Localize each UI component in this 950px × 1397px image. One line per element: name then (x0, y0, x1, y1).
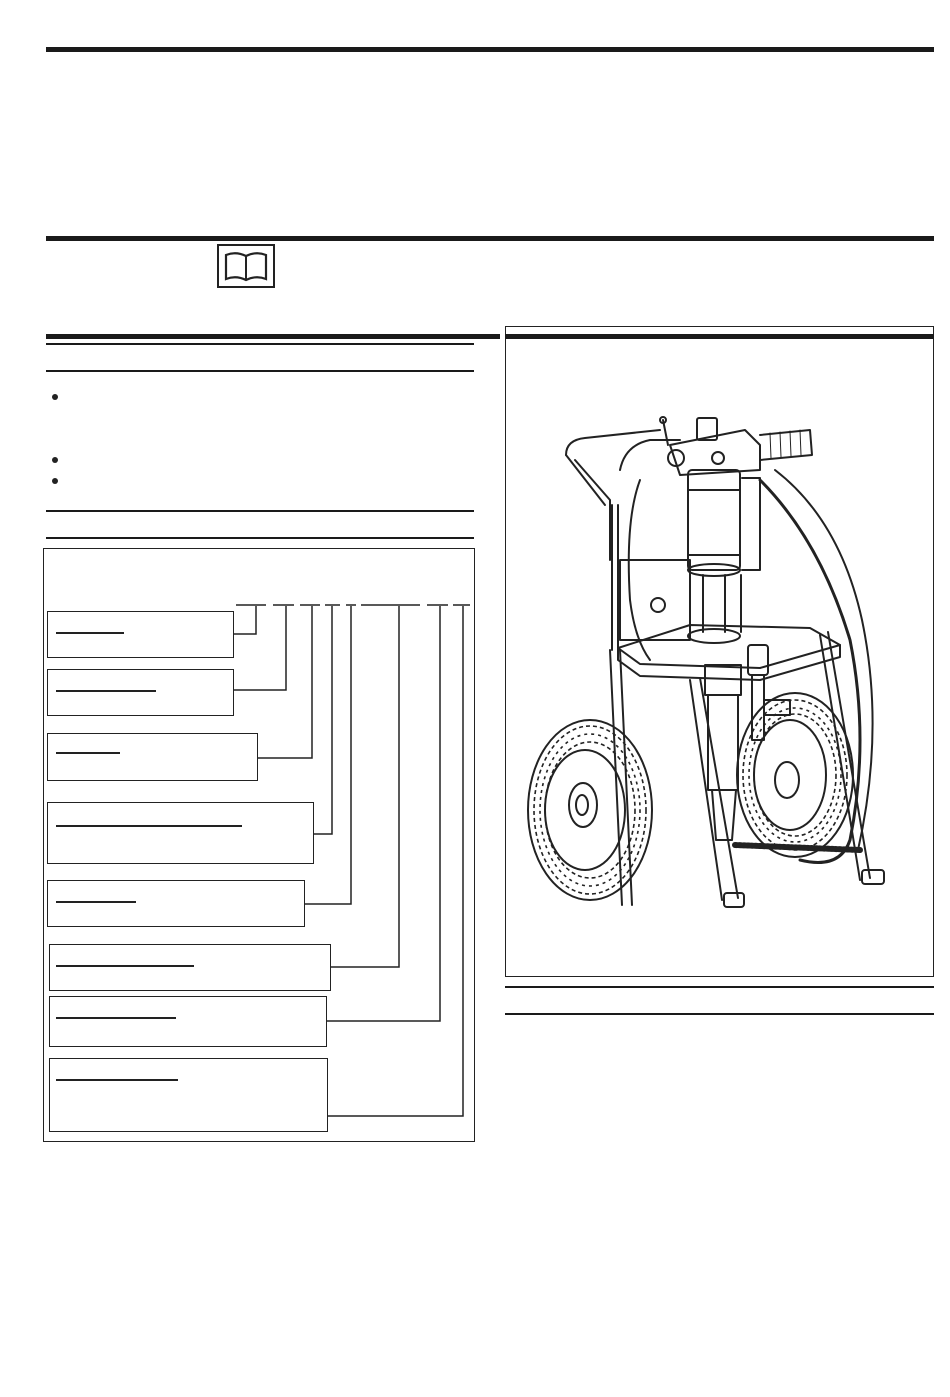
right-section-thin-rule-2 (505, 1013, 934, 1015)
right-section-thin-rule-1 (505, 986, 934, 988)
